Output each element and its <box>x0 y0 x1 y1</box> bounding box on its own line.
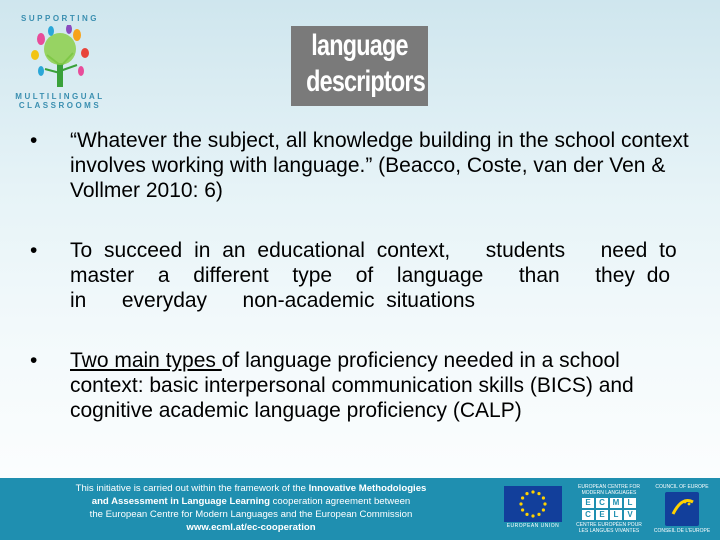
bullet-item <box>30 348 690 423</box>
ecml-tile: C <box>596 498 608 508</box>
ecml-tile: L <box>610 510 622 520</box>
coe-label-bottom: CONSEIL DE L'EUROPE <box>653 528 711 534</box>
eu-logo <box>504 486 562 532</box>
logo-bottom-text-2: CLASSROOMS <box>18 101 102 110</box>
logo-bottom-text-1: MULTILINGUAL <box>15 92 105 101</box>
logo-top-text: SUPPORTING <box>21 14 99 23</box>
ecml-logo <box>574 484 644 534</box>
footer-bar <box>0 478 720 540</box>
ecml-label-bottom: CENTRE EUROPÉEN POUR LES LANGUES VIVANTES <box>576 522 642 534</box>
bullet-item <box>30 128 690 203</box>
underlined-phrase: Two main types <box>70 349 222 372</box>
tree-icon <box>27 25 93 91</box>
ecml-tile: V <box>624 510 636 520</box>
footer-line1-bold: Innovative Methodologies <box>308 483 427 494</box>
badge-line-1: language <box>311 29 408 62</box>
footer-url-link[interactable]: www.ecml.at/ec-cooperation <box>186 522 316 533</box>
bullet-text: To succeed in an educational context, students need to master a different type of language than they do in everyday non-academic situations <box>70 239 713 312</box>
bullet-marker: • <box>30 239 38 262</box>
footer-line1-plain: This initiative is carried out within the framework of the <box>75 483 309 494</box>
ecml-tile: E <box>582 498 594 508</box>
ecml-tile: E <box>596 510 608 520</box>
ecml-label-top: EUROPEAN CENTRE FOR MODERN LANGUAGES <box>578 484 640 496</box>
footer-line2-bold: and Assessment in Language Learning <box>91 496 270 507</box>
ecml-tiles <box>574 498 644 520</box>
language-descriptors-badge <box>291 26 428 106</box>
coe-label-top: COUNCIL OF EUROPE <box>655 484 709 490</box>
footer-line2-plain: cooperation agreement between <box>269 496 411 507</box>
footer-disclaimer <box>36 482 466 534</box>
supporting-multilingual-classrooms-logo <box>14 14 106 114</box>
ecml-tile: L <box>624 498 636 508</box>
bullet-marker: • <box>30 129 38 152</box>
bullet-text: “Whatever the subject, all knowledge building in the school context involves working with language.” (Beacco, Coste, van der Ven & Vollmer 2010: 6) <box>70 129 689 202</box>
bullet-text <box>70 348 690 423</box>
eu-flag-icon <box>504 486 562 522</box>
badge-line-2: descriptors <box>306 65 425 98</box>
council-of-europe-icon <box>665 492 699 526</box>
ecml-tile: M <box>610 498 622 508</box>
eu-label: EUROPEAN UNION <box>506 523 560 529</box>
footer-line3: the European Centre for Modern Languages and the European Commission <box>89 509 413 520</box>
council-of-europe-logo <box>652 484 712 534</box>
bullet-item <box>30 238 713 313</box>
bullet-marker: • <box>30 349 38 372</box>
ecml-tile: C <box>582 510 594 520</box>
bullet-text-rest: of language proficiency needed in a school context: basic interpersonal communication skills (BICS) and cognitive academic language proficiency (CALP) <box>70 349 634 422</box>
